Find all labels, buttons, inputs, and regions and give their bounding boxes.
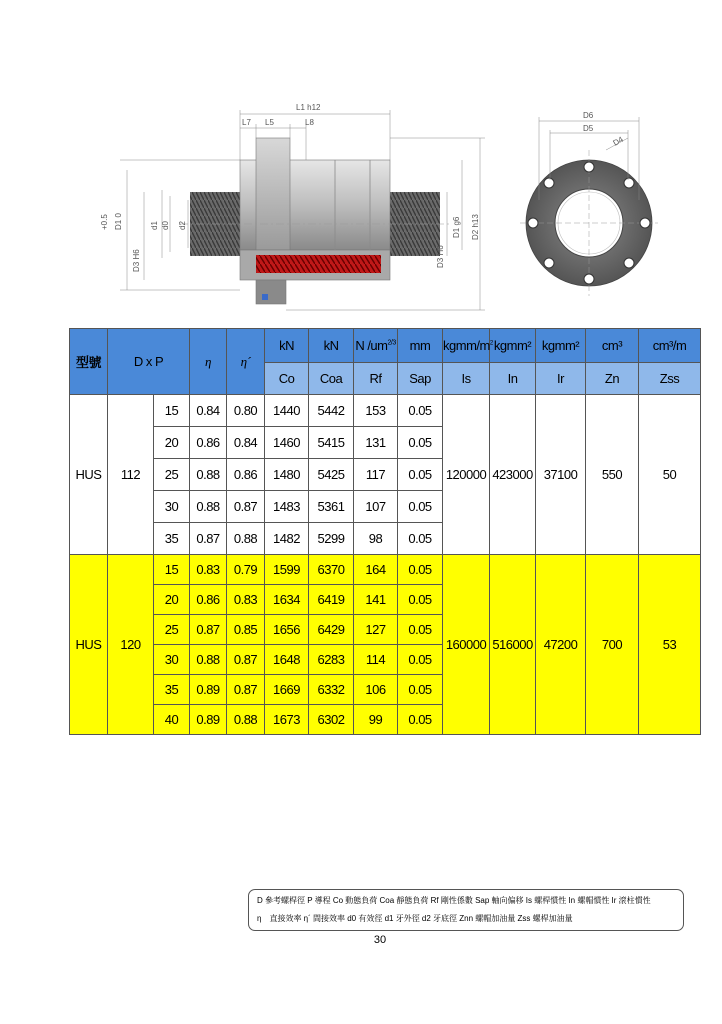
dim-l1: L1 h12 bbox=[296, 103, 321, 112]
cell-co: 1634 bbox=[265, 585, 309, 615]
cell-co: 1648 bbox=[265, 645, 309, 675]
cell-co: 1440 bbox=[265, 395, 309, 427]
cell-rf: 106 bbox=[354, 675, 398, 705]
cell-eta: 0.87 bbox=[190, 523, 227, 555]
cell-coa: 6419 bbox=[309, 585, 354, 615]
cell-p: 35 bbox=[154, 523, 190, 555]
cell-rf: 164 bbox=[354, 555, 398, 585]
cell-p: 15 bbox=[154, 395, 190, 427]
cell-eta: 0.89 bbox=[190, 675, 227, 705]
cell-coa: 5299 bbox=[309, 523, 354, 555]
dim-d5: D5 bbox=[583, 124, 594, 133]
cell-co: 1656 bbox=[265, 615, 309, 645]
cell-eta: 0.83 bbox=[190, 555, 227, 585]
unit-kn-coa: kN bbox=[309, 329, 354, 363]
cell-rf: 131 bbox=[354, 427, 398, 459]
roller-section bbox=[256, 255, 381, 273]
cell-d: 120 bbox=[108, 555, 154, 735]
cell-sap: 0.05 bbox=[398, 523, 443, 555]
side-view bbox=[100, 103, 485, 310]
technical-drawing bbox=[0, 0, 722, 330]
cell-zn: 700 bbox=[586, 555, 639, 735]
dim-d6: D6 bbox=[583, 111, 594, 120]
col-ir: Ir bbox=[536, 363, 586, 395]
page-number: 30 bbox=[373, 934, 387, 946]
cell-zss: 53 bbox=[639, 555, 701, 735]
cell-p: 20 bbox=[154, 427, 190, 459]
table-row bbox=[70, 555, 701, 585]
dim-d2-h13: D2 h13 bbox=[471, 214, 480, 240]
cell-rf: 98 bbox=[354, 523, 398, 555]
cell-sap: 0.05 bbox=[398, 459, 443, 491]
cell-p: 25 bbox=[154, 615, 190, 645]
cell-sap: 0.05 bbox=[398, 615, 443, 645]
cell-d: 112 bbox=[108, 395, 154, 555]
dim-l8: L8 bbox=[305, 118, 314, 127]
cell-eta: 0.88 bbox=[190, 459, 227, 491]
col-eta: η bbox=[190, 329, 227, 395]
cell-eta2: 0.79 bbox=[227, 555, 265, 585]
dim-d3-left: D3 H6 bbox=[132, 249, 141, 272]
cell-eta2: 0.84 bbox=[227, 427, 265, 459]
unit-kn-co: kN bbox=[265, 329, 309, 363]
cell-in: 516000 bbox=[490, 555, 536, 735]
cell-coa: 6429 bbox=[309, 615, 354, 645]
cell-co: 1599 bbox=[265, 555, 309, 585]
cell-sap: 0.05 bbox=[398, 427, 443, 459]
cell-eta2: 0.85 bbox=[227, 615, 265, 645]
cell-eta2: 0.87 bbox=[227, 645, 265, 675]
cell-p: 30 bbox=[154, 645, 190, 675]
nut-flange bbox=[256, 138, 290, 250]
cell-rf: 117 bbox=[354, 459, 398, 491]
cell-p: 15 bbox=[154, 555, 190, 585]
unit-zn: cm³ bbox=[586, 329, 639, 363]
dim-small-d1: d1 bbox=[150, 221, 159, 230]
cell-eta: 0.88 bbox=[190, 645, 227, 675]
cell-rf: 153 bbox=[354, 395, 398, 427]
cell-co: 1673 bbox=[265, 705, 309, 735]
cell-co: 1460 bbox=[265, 427, 309, 459]
table-row bbox=[70, 395, 701, 427]
col-sap: Sap bbox=[398, 363, 443, 395]
cell-eta2: 0.88 bbox=[227, 705, 265, 735]
dim-d1: D1 0 bbox=[114, 213, 123, 230]
cell-p: 35 bbox=[154, 675, 190, 705]
legend-line-2: η 直接效率 η´ 間接效率 d0 有效徑 d1 牙外徑 d2 牙底徑 Znn 螺帽加油量 Zss 螺桿加油量 bbox=[257, 914, 573, 923]
cell-zn: 550 bbox=[586, 395, 639, 555]
col-model: 型號 bbox=[70, 329, 108, 395]
cell-eta: 0.87 bbox=[190, 615, 227, 645]
cell-rf: 107 bbox=[354, 491, 398, 523]
cell-sap: 0.05 bbox=[398, 705, 443, 735]
cell-eta: 0.86 bbox=[190, 427, 227, 459]
spec-table bbox=[69, 328, 701, 735]
col-zn: Zn bbox=[586, 363, 639, 395]
cell-eta: 0.89 bbox=[190, 705, 227, 735]
cell-p: 25 bbox=[154, 459, 190, 491]
col-co: Co bbox=[265, 363, 309, 395]
dim-small-d2: d2 bbox=[178, 221, 187, 230]
unit-ir: kgmm² bbox=[536, 329, 586, 363]
dim-small-d0: d0 bbox=[161, 221, 170, 230]
cell-eta2: 0.80 bbox=[227, 395, 265, 427]
cell-p: 40 bbox=[154, 705, 190, 735]
unit-is: kgmm/$m^2$ bbox=[443, 329, 490, 363]
cell-eta2: 0.87 bbox=[227, 491, 265, 523]
dim-d1-tol: +0.5 bbox=[100, 214, 109, 230]
header-row-units bbox=[70, 329, 701, 363]
dim-l7: L7 bbox=[242, 118, 251, 127]
cell-coa: 6370 bbox=[309, 555, 354, 585]
cell-sap: 0.05 bbox=[398, 675, 443, 705]
col-in: In bbox=[490, 363, 536, 395]
cell-model: HUS bbox=[70, 555, 108, 735]
cell-is: 160000 bbox=[443, 555, 490, 735]
unit-in: kgmm² bbox=[490, 329, 536, 363]
cell-coa: 5425 bbox=[309, 459, 354, 491]
cell-eta: 0.86 bbox=[190, 585, 227, 615]
cell-ir: 47200 bbox=[536, 555, 586, 735]
cell-coa: 6332 bbox=[309, 675, 354, 705]
cell-co: 1483 bbox=[265, 491, 309, 523]
cell-sap: 0.05 bbox=[398, 585, 443, 615]
dim-d4: D4 bbox=[611, 134, 625, 148]
cell-coa: 5361 bbox=[309, 491, 354, 523]
cell-co: 1669 bbox=[265, 675, 309, 705]
cell-co: 1482 bbox=[265, 523, 309, 555]
cell-coa: 5442 bbox=[309, 395, 354, 427]
cell-coa: 6283 bbox=[309, 645, 354, 675]
cell-rf: 99 bbox=[354, 705, 398, 735]
cell-sap: 0.05 bbox=[398, 645, 443, 675]
col-dxp: D x P bbox=[108, 329, 190, 395]
legend-line-1: D 參考螺桿徑 P 導程 Co 動態負荷 Coa 靜態負荷 Rf 剛性係數 Sap 軸向偏移 Is 螺桿慣性 In 螺帽慣性 Ir 滾柱慣性 bbox=[257, 896, 651, 905]
cell-p: 30 bbox=[154, 491, 190, 523]
cell-model: HUS bbox=[70, 395, 108, 555]
cell-sap: 0.05 bbox=[398, 555, 443, 585]
cell-is: 120000 bbox=[443, 395, 490, 555]
col-eta2: η´ bbox=[227, 329, 265, 395]
dim-d3-right: D3 H6 bbox=[436, 245, 445, 268]
legend-box bbox=[248, 889, 684, 931]
cell-coa: 5415 bbox=[309, 427, 354, 459]
cell-eta2: 0.88 bbox=[227, 523, 265, 555]
cell-in: 423000 bbox=[490, 395, 536, 555]
cell-zss: 50 bbox=[639, 395, 701, 555]
cell-eta2: 0.87 bbox=[227, 675, 265, 705]
cell-eta: 0.88 bbox=[190, 491, 227, 523]
cell-rf: 141 bbox=[354, 585, 398, 615]
unit-rf: N $/um^{2/3}$ bbox=[354, 329, 398, 363]
unit-zss: cm³/m bbox=[639, 329, 701, 363]
cell-eta2: 0.86 bbox=[227, 459, 265, 491]
dim-d1-g6: D1 g6 bbox=[452, 216, 461, 238]
unit-mm: mm bbox=[398, 329, 443, 363]
cell-sap: 0.05 bbox=[398, 491, 443, 523]
cell-p: 20 bbox=[154, 585, 190, 615]
col-zss: Zss bbox=[639, 363, 701, 395]
cell-rf: 114 bbox=[354, 645, 398, 675]
dim-l5: L5 bbox=[265, 118, 274, 127]
cell-ir: 37100 bbox=[536, 395, 586, 555]
col-is: Is bbox=[443, 363, 490, 395]
col-rf: Rf bbox=[354, 363, 398, 395]
cell-eta2: 0.83 bbox=[227, 585, 265, 615]
cell-eta: 0.84 bbox=[190, 395, 227, 427]
front-view bbox=[520, 111, 658, 296]
cell-coa: 6302 bbox=[309, 705, 354, 735]
col-coa: Coa bbox=[309, 363, 354, 395]
cell-co: 1480 bbox=[265, 459, 309, 491]
cell-sap: 0.05 bbox=[398, 395, 443, 427]
cell-rf: 127 bbox=[354, 615, 398, 645]
